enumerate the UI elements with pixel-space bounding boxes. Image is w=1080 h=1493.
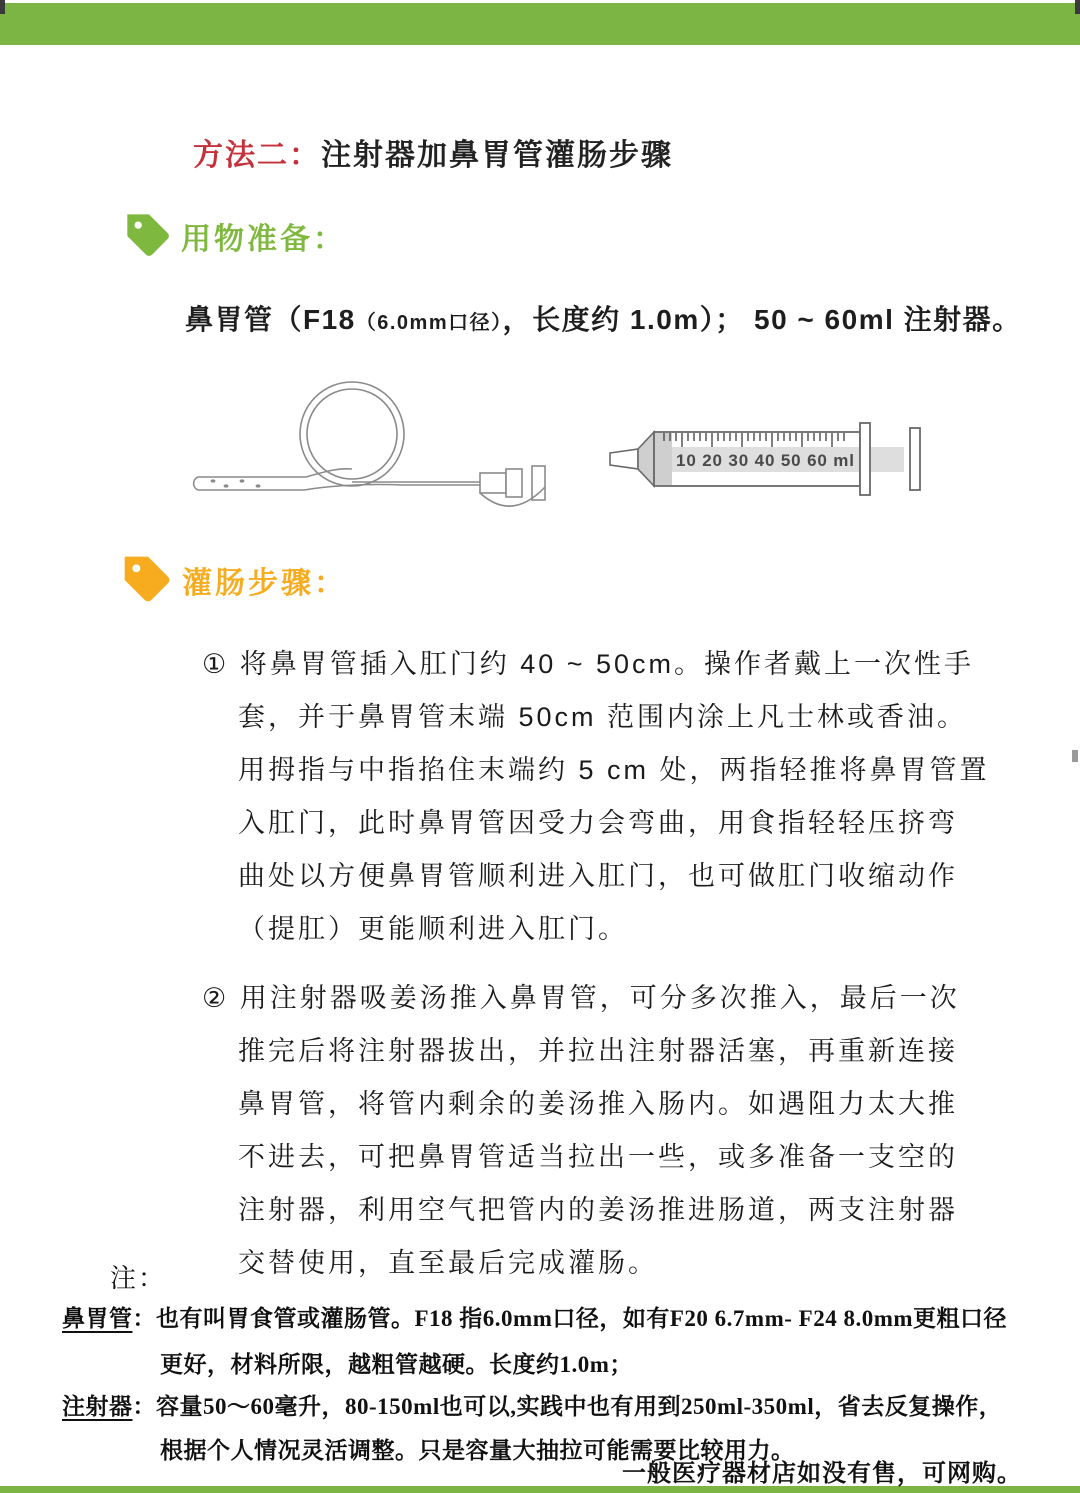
title-method-prefix: 方法二： — [193, 139, 321, 172]
note-tube-line2: 更好，材料所限，越粗管越硬。长度约1.0m； — [160, 1352, 633, 1377]
note-syringe-sep: ： — [132, 1394, 156, 1419]
scan-edge-artifact — [1072, 750, 1078, 762]
step-1-line: 用拇指与中指掐住末端约 5 cm 处，两指轻推将鼻胃管置 — [238, 755, 990, 785]
step-2-line: ② 用注射器吸姜汤推入鼻胃管，可分多次推入，最后一次 — [202, 983, 960, 1013]
step-2-line: 推完后将注射器拔出，并拉出注射器活塞，再重新连接 — [238, 1036, 958, 1066]
note-tube-line1 — [62, 1300, 1007, 1333]
note-syringe-line1 — [62, 1388, 1002, 1421]
scan-corner-mark-left — [0, 0, 5, 14]
step-2-line: 鼻胃管，将管内剩余的姜汤推入肠内。如遇阻力太大推 — [238, 1089, 958, 1119]
top-green-bar — [0, 3, 1080, 45]
materials-text — [185, 298, 1022, 338]
note-tube-term: 鼻胃管 — [62, 1306, 133, 1331]
scan-corner-mark-right — [1075, 0, 1080, 14]
purchase-hint: 一般医疗器材店如没有售，可网购。 — [622, 1461, 1022, 1487]
notes-heading: 注： — [110, 1264, 167, 1293]
note-syringe-text: 容量50～60毫升，80-150ml也可以,实践中也有用到250ml-350ml，省去反复操作， — [156, 1394, 1003, 1419]
syringe-scale-ticks — [664, 433, 844, 447]
step-1-line: 套，并于鼻胃管末端 50cm 范围内涂上凡士林或香油。 — [238, 702, 968, 732]
note-syringe-term: 注射器 — [62, 1394, 133, 1419]
syringe-image — [592, 402, 942, 517]
step-1-line: 曲处以方便鼻胃管顺利进入肛门，也可做肛门收缩动作 — [238, 861, 958, 891]
note-tube-text: 也有叫胃食管或灌肠管。F18 指6.0mm口径，如有F20 6.7mm- F24 8.0mm更粗口径 — [156, 1306, 1008, 1331]
nasogastric-tube-image — [180, 372, 600, 522]
note-tube-sep: ： — [132, 1306, 156, 1331]
step-1-paragraph — [202, 638, 1012, 956]
section-materials-header — [123, 210, 346, 262]
page-title — [193, 130, 673, 174]
step-2-line: 注射器，利用空气把管内的姜汤推进肠道，两支注射器 — [238, 1195, 958, 1225]
materials-text-caliber: （6.0mm口径） — [355, 312, 503, 334]
note-syringe-line2: 根据个人情况灵活调整。只是容量大抽拉可能需要比较用力。 — [160, 1438, 795, 1463]
step-2-paragraph — [202, 972, 1012, 1290]
materials-label: 用物准备： — [181, 223, 346, 256]
syringe-scale-label: 10 20 30 40 50 60 ml — [676, 451, 854, 470]
step-1-line: （提肛）更能顺利进入肛门。 — [238, 914, 628, 944]
orange-tag-icon — [120, 552, 176, 608]
steps-label: 灌肠步骤： — [182, 567, 347, 600]
title-rest: 注射器加鼻胃管灌肠步骤 — [321, 139, 673, 172]
section-steps-header — [120, 552, 347, 608]
step-2-line: 交替使用，直至最后完成灌肠。 — [238, 1248, 658, 1278]
materials-text-rest: ，长度约 1.0m）； 50 ~ 60ml 注射器。 — [502, 304, 1022, 335]
step-2-line: 不进去，可把鼻胃管适当拉出一些，或多准备一支空的 — [238, 1142, 958, 1172]
green-tag-icon — [123, 210, 175, 262]
materials-text-main: 鼻胃管（F18 — [185, 304, 356, 335]
step-1-line: ① 将鼻胃管插入肛门约 40 ~ 50cm。操作者戴上一次性手 — [202, 649, 975, 679]
step-1-line: 入肛门，此时鼻胃管因受力会弯曲，用食指轻轻压挤弯 — [238, 808, 958, 838]
